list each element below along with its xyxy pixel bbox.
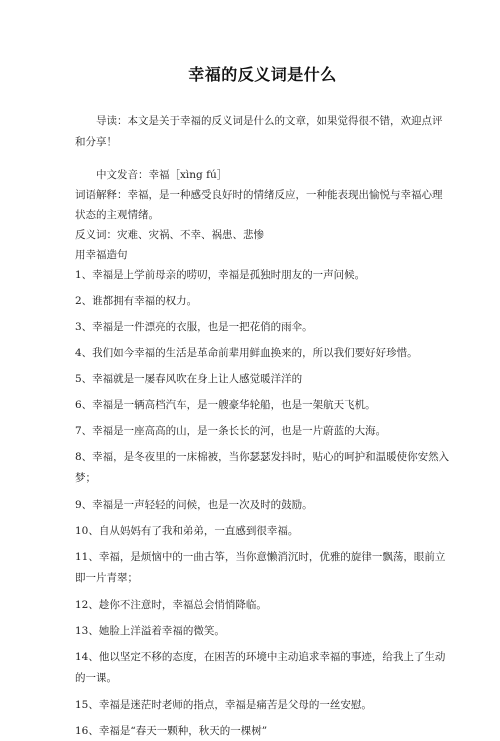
intro-paragraph: 导读：本文是关于幸福的反义词是什么的文章，如果觉得很不错，欢迎点评和分享！ [75,115,443,148]
list-item: 14、他以坚定不移的态度，在困苦的环境中主动追求幸福的事迹，给我上了生动的一课。 [75,651,446,684]
list-item: 12、趁你不注意时，幸福总会悄悄降临。 [75,599,267,611]
list-item: 11、幸福，是烦恼中的一曲古筝，当你意懒消沉时，优雅的旋律一飘荡，眼前立即一片青翠； [75,551,446,584]
list-item: 6、幸福是一辆高档汽车，是一艘豪华轮船，也是一架航天飞机。 [75,399,376,411]
list-item: 9、幸福是一声轻轻的问候，也是一次及时的鼓励。 [75,499,313,511]
list-item: 5、幸福就是一屡春风吹在身上让人感觉暖洋洋的 [75,373,303,385]
list-item: 13、她脸上洋溢着幸福的微笑。 [75,625,225,637]
word-info [75,165,450,265]
document-page [0,62,500,737]
example-heading: 用幸福造句 [75,249,128,261]
page-title: 幸福的反义词是什么 [188,65,337,84]
explanation-line: 词语解释：幸福，是一种感受良好时的情绪反应，一种能表现出愉悦与幸福心理状态的主观情绪。 [75,189,443,221]
list-item: 4、我们如今幸福的生活是革命前辈用鲜血换来的，所以我们要好好珍惜。 [75,347,418,359]
antonyms-line: 反义词：灾难、灾祸、不幸、祸患、悲惨 [75,229,264,241]
list-item: 7、幸福是一座高高的山，是一条长长的河，也是一片蔚蓝的大海。 [75,425,387,437]
list-item: 1、幸福是上学前母亲的唠叨，幸福是孤独时朋友的一声问候。 [75,269,366,281]
list-item: 3、幸福是一件漂亮的衣服，也是一把花俏的雨伞。 [75,321,313,333]
list-item: 15、幸福是迷茫时老师的指点，幸福是痛苦是父母的一丝安慰。 [75,699,372,711]
list-item: 2、谁都拥有幸福的权力。 [75,295,198,307]
list-item: 10、自从妈妈有了我和弟弟，一直感到很幸福。 [75,525,299,537]
list-item: 16、幸福是“春天一颗种，秋天的一棵树” [75,725,268,737]
sentence-list [75,265,450,741]
pronunciation-line: 中文发音：幸福［xìng fú］ [96,169,228,181]
list-item: 8、幸福，是冬夜里的一床棉被，当你瑟瑟发抖时，贴心的呵护和温暖使你安然入梦； [75,451,450,484]
